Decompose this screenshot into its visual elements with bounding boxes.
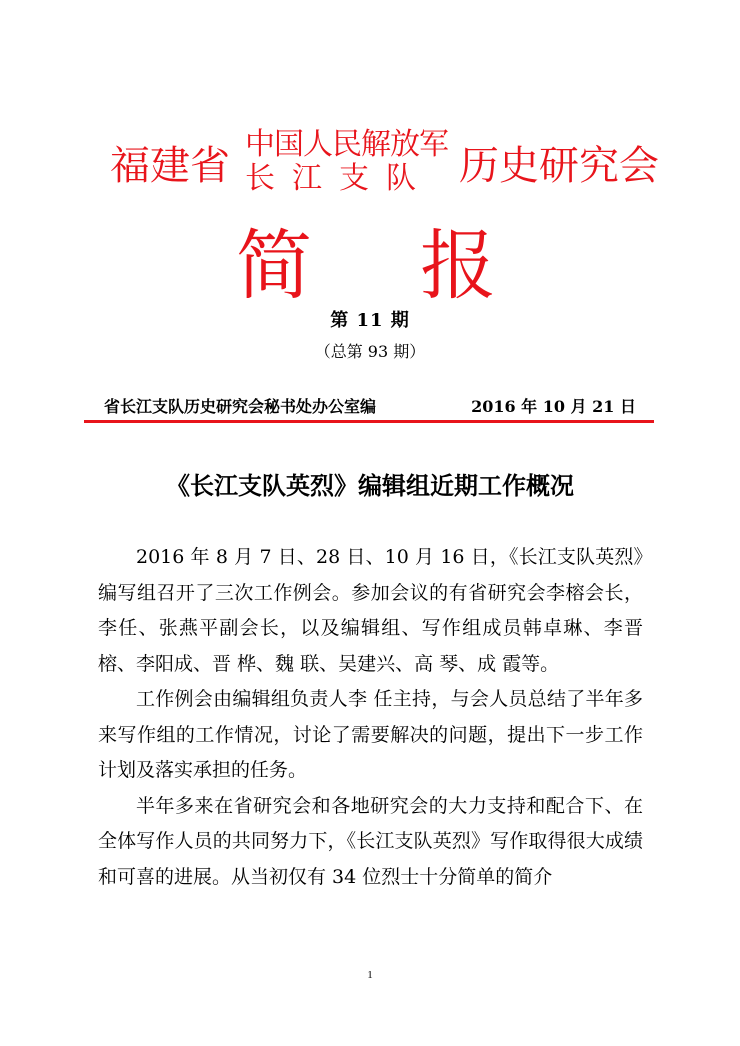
issue-date: 2016 年 10 月 21 日 [471,397,636,416]
issue-total: （总第 93 期） [314,342,426,361]
red-divider [84,420,654,423]
article-body [98,540,643,895]
bulletin-title: 简报 [236,221,604,310]
editor-office: 省长江支队历史研究会秘书处办公室编 [104,397,377,416]
article-title: 《长江支队英烈》编辑组近期工作概况 [166,471,574,500]
page-number: 1 [367,969,373,981]
article-paragraph: 半年多来在省研究会和各地研究会的大力支持和配合下、在全体写作人员的共同努力下，《长江支队英烈》写作取得很大成绩和可喜的进展。从当初仅有 34 位烈士十分简单的简介 [98,794,643,888]
masthead-pla: 中国人民解放军 [245,127,448,162]
masthead-detachment: 长江支队 [245,161,433,196]
issue-number: 第 11 期 [330,310,410,331]
article-paragraph: 2016 年 8 月 7 日、28 日、10 月 16 日，《长江支队英烈》编写组召开了三次工作例会。参加会议的有省研究会李榕会长，李任、张燕平副会长，以及编辑组、写作组成员韩卓琳、李晋榕、李阳成、晋 桦、魏 联、吴建兴、高 琴、成 霞等。 [98,546,643,675]
article-paragraph: 工作例会由编辑组负责人李 任主持，与会人员总结了半年多来写作组的工作情况，讨论了需要解决的问题，提出下一步工作计划及落实承担的任务。 [98,688,643,781]
masthead-province: 福建省 [110,143,230,189]
masthead-society: 历史研究会 [459,143,659,189]
